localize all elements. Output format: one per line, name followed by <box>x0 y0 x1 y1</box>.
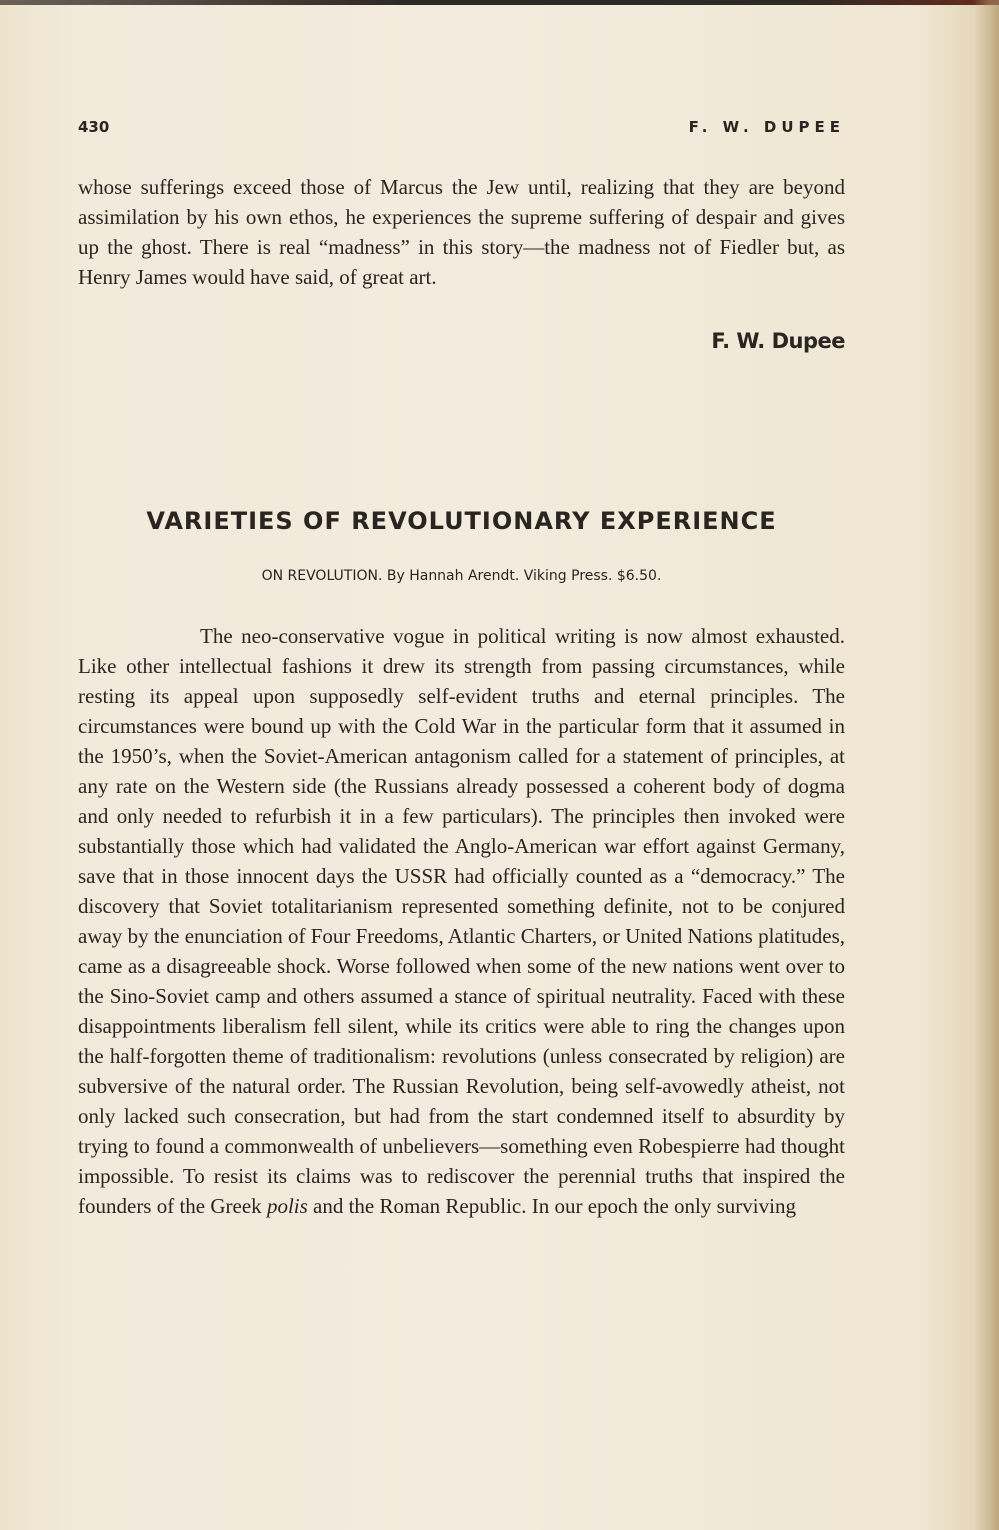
article-title: VARIETIES OF REVOLUTIONARY EXPERIENCE <box>146 507 777 535</box>
body-text-end: and the Roman Republic. In our epoch the only surviving <box>307 1194 796 1218</box>
article-body-paragraph <box>78 621 845 1221</box>
page-spine-shadow <box>973 0 999 1530</box>
article-body-block <box>78 621 845 1221</box>
body-italic-word: polis <box>266 1194 308 1218</box>
top-edge-rule <box>0 0 999 5</box>
author-signature: F. W. Dupee <box>711 329 845 353</box>
closing-paragraph: whose sufferings exceed those of Marcus the Jew until, realizing that they are beyond assimilation by his own ethos, he experiences the supreme suffering of despair and gives up the ghost. There is real “madness” in this story—the madness not of Fiedler but, as Henry James would have said, of great art. <box>78 175 845 289</box>
page-number: 430 <box>78 118 110 136</box>
body-text: The neo-conservative vogue in political writing is now almost exhausted. Like other intellectual fashions it drew its strength from passing circumstances, while resting its appeal upon supposedly self-evident truths and eternal principles. The circumstances were bound up with the Cold War in the particular form that it assumed in the 1950’s, when the Soviet-American antagonism called for a statement of principles, at any rate on the Western side (the Russians already possessed a coherent body of dogma and only needed to refurbish it in a few particulars). The principles then invoked were substantially those which had validated the Anglo-American war effort against Germany, save that in those innocent days the USSR had officially counted as a “democracy.” The discovery that Soviet totalitarianism represented something definite, not to be conjured away by the enunciation of Four Freedoms, Atlantic Charters, or United Nations platitudes, came as a disagreeable shock. Worse followed when some of the new nations went over to the Sino-Soviet camp and others assumed a stance of spiritual neutrality. Faced with these disappointments liberalism fell silent, while its critics were able to ring the changes upon the half-forgotten theme of traditionalism: revolutions (unless consecrated by religion) are subversive of the natural order. The Russian Revolution, being self-avowedly atheist, not only lacked such consecration, but had from the start condemned itself to absurdity by trying to found a commonwealth of unbelievers—something even Robespierre had thought impossible. To resist its claims was to rediscover the perennial truths that inspired the founders of the Greek <box>78 624 845 1218</box>
closing-paragraph-block <box>78 172 845 292</box>
running-head-author: F. W. DUPEE <box>688 118 845 136</box>
book-citation: ON REVOLUTION. By Hannah Arendt. Viking Press. $6.50. <box>261 568 662 584</box>
